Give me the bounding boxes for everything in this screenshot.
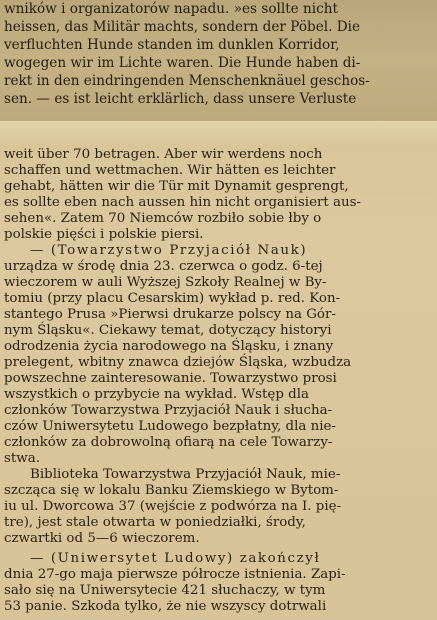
- text-line: wszystkich o przybycie na wykład. Wstęp dla: [4, 387, 310, 402]
- text-line: wieczorem w auli Wyższej Szkoły Realnej w By-: [4, 275, 327, 290]
- text-line: członków Towarzystwa Przyjaciół Nauk i słucha-: [4, 403, 333, 418]
- text-line: dnia 27-go maja pierwsze półrocze istnienia. Zapi-: [4, 567, 346, 582]
- text-line: nym Śląsku«. Ciekawy temat, dotyczący historyi: [4, 323, 332, 338]
- text-line: prelegent, wbitny znawca dziejów Śląska, wzbudza: [4, 355, 352, 370]
- clipping-line: rekt in den eindringenden Menschenknäuel geschos-: [4, 73, 370, 89]
- text-line: gehabt, hätten wir die Tür mit Dynamit gesprengt,: [4, 179, 349, 194]
- clipping-line: wogegen wir im Lichte waren. Die Hunde haben di-: [4, 55, 361, 71]
- text-line: stantego Prusa »Pierwsi drukarze polscy na Gór-: [4, 307, 336, 322]
- paper-gap: [0, 121, 437, 145]
- text-line: polskie pięści i polskie piersi.: [4, 227, 204, 242]
- text-line: iu ul. Dworcowa 37 (wejście z podwórza na I. pię-: [4, 499, 342, 514]
- clipping-line: verfluchten Hunde standen im dunklen Korridor,: [4, 37, 340, 53]
- text-line: sehen«. Zatem 70 Niemców rozbiło sobie łby o: [4, 211, 322, 226]
- text-line: tre), jest stale otwarta w poniedziałki, środy,: [4, 515, 306, 530]
- text-line: odrodzenia życia narodowego na Śląsku, i znany: [4, 339, 334, 354]
- article-column: [0, 145, 437, 620]
- text-line: urządza w środę dnia 23. czerwca o godz. 6-tej: [4, 259, 323, 274]
- text-line: tomiu (przy placu Cesarskim) wykład p. red. Kon-: [4, 291, 341, 306]
- text-line: stwa.: [4, 451, 40, 466]
- text-line: 53 panie. Szkoda tylko, że nie wszyscy dotrwali: [4, 599, 327, 614]
- paragraph-biblioteka: Biblioteka Towarzystwa Przyjaciół Nauk, mie-: [30, 467, 341, 482]
- clipping-line: wników i organizatorów napadu. »es sollte nicht: [4, 1, 338, 17]
- text-line: szcząca się w lokalu Banku Ziemskiego w Bytom-: [4, 483, 339, 498]
- text-line: sało się na Uniwersytecie 421 słuchaczy, w tym: [4, 583, 326, 598]
- section-heading-uniwersytet: — (Uniwersytet Ludowy) zakończył: [30, 551, 321, 566]
- text-line: czwartki od 5—6 wieczorem.: [4, 531, 200, 546]
- text-line: weit über 70 betragen. Aber wir werdens noch: [4, 147, 323, 162]
- text-line: es sollte eben nach aussen hin nicht organisiert aus-: [4, 195, 362, 210]
- clipping-line: heissen, das Militär machts, sondern der Pöbel. Die: [4, 19, 361, 35]
- pasted-clipping-top: [0, 0, 437, 122]
- text-line: czów Uniwersytetu Ludowego bezpłatny, dla nie-: [4, 419, 336, 434]
- text-line: powszechne zainteresowanie. Towarzystwo prosi: [4, 371, 337, 386]
- clipping-line: sen. — es ist leicht erklärlich, dass unsere Verluste: [4, 91, 357, 107]
- section-heading-towarzystwo: — (Towarzystwo Przyjaciół Nauk): [30, 243, 308, 258]
- text-line: członków za dobrowolną ofiarą na cele Towarzy-: [4, 435, 333, 450]
- text-line: schaffen und wettmachen. Wir hätten es leichter: [4, 163, 336, 178]
